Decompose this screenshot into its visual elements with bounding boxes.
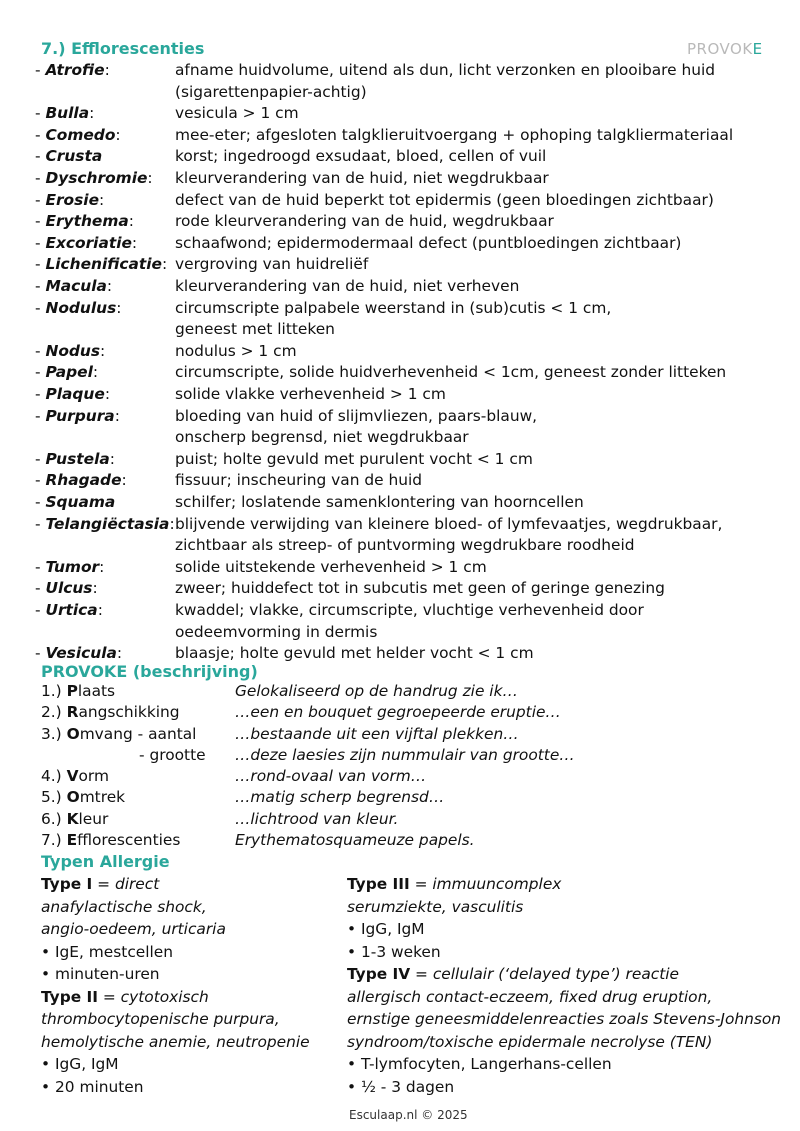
term-label: - Comedo: [35,126,121,144]
term-suffix: : [99,191,105,209]
term-name: Excoriatie [45,234,132,252]
term-name: Macula [45,277,107,295]
allergy-bullet-text: 1-3 weken [360,942,441,961]
term-name: Lichenificatie [45,255,162,273]
provoke-word: fflorescenties [77,831,181,849]
term-name: Bulla [45,104,90,122]
term-definition: solide uitstekende verhevenheid > 1 cm [175,558,487,576]
term-name: Crusta [45,147,103,165]
term-label: - Nodus: [35,342,106,360]
allergy-bullet-text: IgG, IgM [54,1055,119,1073]
provoke-letter: V [66,767,79,785]
term-name: Tumor [45,558,100,576]
term-definition: (sigarettenpapier-achtig) [175,83,367,101]
term-name: Plaque [45,385,105,403]
brand-main: PROVOK [687,40,753,58]
term-label: - Excoriatie: [35,234,138,252]
provoke-item [41,724,196,745]
allergy-type-heading [347,873,787,896]
term-definition: puist; holte gevuld met purulent vocht < 1 cm [175,450,533,468]
allergy-bullet-text: T-lymfocyten, Langerhans-cellen [360,1055,612,1073]
term-definition: kleurverandering van de huid, niet wegdrukbaar [175,169,549,187]
provoke-item [41,787,125,808]
allergy-bullet: • ½ - 3 dagen [347,1077,455,1096]
term-name: Urtica [45,601,98,619]
term-definition: circumscripte palpabele weerstand in (sub)cutis < 1 cm, [175,299,612,317]
term-label: - Dyschromie: [35,169,153,187]
section-title-provoke: PROVOKE (beschrijving) [41,662,258,681]
term-suffix: : [109,450,115,468]
provoke-letter: K [66,810,79,828]
provoke-word: laats [77,682,116,700]
term-definition: kleurverandering van de huid, niet verheven [175,277,520,295]
section-title-efflorescenties: 7.) Efflorescenties [41,39,205,58]
term-definition: afname huidvolume, uitend als dun, licht verzonken en plooibare huid [175,61,716,79]
provoke-description: …een en bouquet gegroepeerde eruptie… [235,703,561,721]
term-name: Dyschromie [45,169,148,187]
allergy-bullet: • 20 minuten [41,1077,144,1096]
provoke-number: 6.) [41,810,67,828]
term-name: Atrofie [45,61,105,79]
provoke-item [41,766,109,787]
term-suffix: : [104,61,110,79]
allergy-example: serumziekte, vasculitis [347,897,524,916]
allergy-kind: cellulair (‘delayed type’) reactie [432,965,680,983]
term-label: - Tumor: [35,558,105,576]
term-name: Rhagade [45,471,122,489]
term-label: - Plaque: [35,385,110,403]
term-definition: schaafwond; epidermodermaal defect (puntbloedingen zichtbaar) [175,234,682,252]
term-definition: circumscripte, solide huidverhevenheid < 1cm, geneest zonder litteken [175,363,727,381]
term-definition: oedeemvorming in dermis [175,623,378,641]
term-label: - Macula: [35,277,113,295]
term-definition: kwaddel; vlakke, circumscripte, vluchtige verhevenheid door [175,601,644,619]
term-suffix: : [121,471,127,489]
term-definition: korst; ingedroogd exsudaat, bloed, cellen of vuil [175,147,547,165]
provoke-word: mtrek [79,788,126,806]
provoke-number: 2.) [41,703,67,721]
term-name: Squama [45,493,116,511]
provoke-item [41,830,180,851]
term-label: - Pustela: [35,450,115,468]
term-name: Ulcus [45,579,93,597]
term-label: - Nodulus: [35,299,122,317]
term-name: Nodulus [45,299,117,317]
provoke-word: leur [78,810,109,828]
provoke-letter: O [66,788,80,806]
term-suffix: : [116,299,122,317]
allergy-eq: = [92,875,115,893]
term-definition: zichtbaar als streep- of puntvorming wegdrukbare roodheid [175,536,635,554]
allergy-type: Type IV [347,965,411,983]
provoke-number: 4.) [41,767,67,785]
provoke-description: Gelokaliseerd op de handrug zie ik… [235,682,518,700]
provoke-number: 3.) [41,725,67,743]
allergy-eq: = [97,987,121,1006]
allergy-eq: = [410,965,433,983]
provoke-description: Erythematosquameuze papels. [235,831,475,849]
provoke-item [139,745,206,766]
footer-copyright: Esculaap.nl © 2025 [349,1108,468,1122]
provoke-word: mvang - aantal [79,725,197,743]
allergy-bullet: • IgG, IgM [347,920,425,938]
provoke-letter: R [66,703,79,721]
allergy-kind: immuuncomplex [432,875,562,893]
provoke-word: angschikking [78,703,180,721]
term-name: Erythema [45,212,129,230]
term-label: - Bulla: [35,104,95,122]
term-definition: fissuur; inscheuring van de huid [175,471,423,489]
term-suffix: : [147,169,153,187]
allergy-type: Type III [347,875,410,893]
allergy-bullet: • IgE, mestcellen [41,942,174,961]
allergy-bullet: • minuten-uren [41,965,160,983]
term-label: - Purpura: [35,407,120,425]
term-suffix: : [92,579,98,597]
allergy-bullet-text: ½ - 3 dagen [360,1077,455,1096]
provoke-number: 7.) [41,831,67,849]
term-label: - Erosie: [35,191,105,209]
provoke-description: …deze laesies zijn nummulair van grootte… [235,746,575,764]
term-definition: bloeding van huid of slijmvliezen, paars-blauw, [175,407,538,425]
provoke-word: orm [78,767,109,785]
term-suffix: : [131,234,138,252]
provoke-description: …bestaande uit een vijftal plekken… [235,725,519,743]
term-suffix: : [100,342,106,360]
provoke-description: …lichtrood van kleur. [235,810,399,828]
term-label: - Papel: [35,363,99,381]
section-title-allergie: Typen Allergie [41,852,170,871]
term-suffix: : [92,363,99,381]
provoke-letter: E [66,831,78,849]
term-definition: vesicula > 1 cm [175,104,299,122]
term-definition: nodulus > 1 cm [175,342,297,360]
term-definition: blijvende verwijding van kleinere bloed- of lymfevaatjes, wegdrukbaar, [175,515,723,533]
allergy-eq: = [409,875,433,893]
term-name: Vesicula [45,644,117,662]
provoke-item [41,681,115,702]
term-name: Erosie [45,191,100,209]
term-suffix: : [89,104,95,122]
term-suffix: : [99,558,105,576]
term-label: - Atrofie: [35,61,110,79]
term-label: - Telangiëctasia: [35,515,175,533]
allergy-bullet: • IgG, IgM [41,1055,119,1073]
term-suffix: : [106,277,113,295]
term-suffix: : [169,515,175,533]
term-name: Papel [45,363,93,381]
allergy-example: anafylactische shock, [41,897,207,916]
term-label: - Squama [35,493,116,511]
term-name: Pustela [45,450,110,468]
term-suffix: : [97,601,103,619]
term-definition: blaasje; holte gevuld met helder vocht < 1 cm [175,644,534,662]
term-name: Nodus [45,342,101,360]
allergy-example: thrombocytopenische purpura, [41,1010,280,1028]
allergy-bullet-text: minuten-uren [54,965,160,983]
allergy-example: ernstige geneesmiddelenreacties zoals Stevens-Johnson [347,1010,782,1028]
provoke-description: …matig scherp begrensd… [235,788,445,806]
allergy-type: Type II [41,987,98,1006]
provoke-number: 5.) [41,788,67,806]
term-label: - Lichenificatie: [35,255,168,273]
term-definition: mee-eter; afgesloten talgklieruitvoergang + ophoping talgkliermateriaal [175,126,734,144]
term-name: Telangiëctasia [45,515,170,533]
term-definition: schilfer; loslatende samenklontering van hoorncellen [175,493,584,511]
provoke-letter: O [66,725,80,743]
term-definition: vergroving van huidreliëf [175,255,369,273]
term-label: - Ulcus: [35,579,98,597]
provoke-description: …rond-ovaal van vorm… [235,767,427,785]
term-definition: rode kleurverandering van de huid, wegdrukbaar [175,212,554,230]
term-name: Comedo [45,126,116,144]
brand-logo [687,40,763,58]
allergy-bullet: • T-lymfocyten, Langerhans-cellen [347,1055,612,1073]
term-label: - Crusta [35,147,103,165]
allergy-type: Type I [41,875,93,893]
provoke-number: 1.) [41,682,67,700]
term-suffix: : [115,126,121,144]
allergy-kind: cytotoxisch [120,987,209,1006]
term-suffix: : [116,644,123,662]
allergy-bullet-text: IgG, IgM [360,920,425,938]
term-definition: defect van de huid beperkt tot epidermis (geen bloedingen zichtbaar) [175,191,714,209]
allergy-example: hemolytische anemie, neutropenie [41,1032,310,1051]
provoke-item [41,702,180,723]
term-suffix: : [128,212,134,230]
term-label: - Erythema: [35,212,134,230]
allergy-bullet-text: IgE, mestcellen [54,942,174,961]
provoke-word: - grootte [139,746,206,764]
term-label: - Urtica: [35,601,103,619]
term-name: Purpura [45,407,115,425]
term-label: - Vesicula: [35,644,123,662]
term-definition: solide vlakke verhevenheid > 1 cm [175,385,446,403]
term-suffix: : [114,407,120,425]
allergy-bullet: • 1-3 weken [347,942,441,961]
allergy-example: angio-oedeem, urticaria [41,920,226,938]
provoke-item [41,809,108,830]
allergy-type-heading [347,963,787,986]
term-definition: geneest met litteken [175,320,335,338]
term-suffix: : [104,385,110,403]
provoke-letter: P [66,682,78,700]
term-definition: zweer; huiddefect tot in subcutis met geen of geringe genezing [175,579,665,597]
allergy-right-column [347,873,787,1098]
term-definition: onscherp begrensd, niet wegdrukbaar [175,428,469,446]
allergy-bullet-text: 20 minuten [54,1077,144,1096]
allergy-example: allergisch contact-eczeem, fixed drug eruption, [347,987,713,1006]
allergy-kind: direct [114,875,160,893]
term-label: - Rhagade: [35,471,127,489]
brand-accent: E [752,40,763,58]
allergy-example: syndroom/toxische epidermale necrolyse (TEN) [347,1032,713,1051]
term-suffix: : [161,255,168,273]
